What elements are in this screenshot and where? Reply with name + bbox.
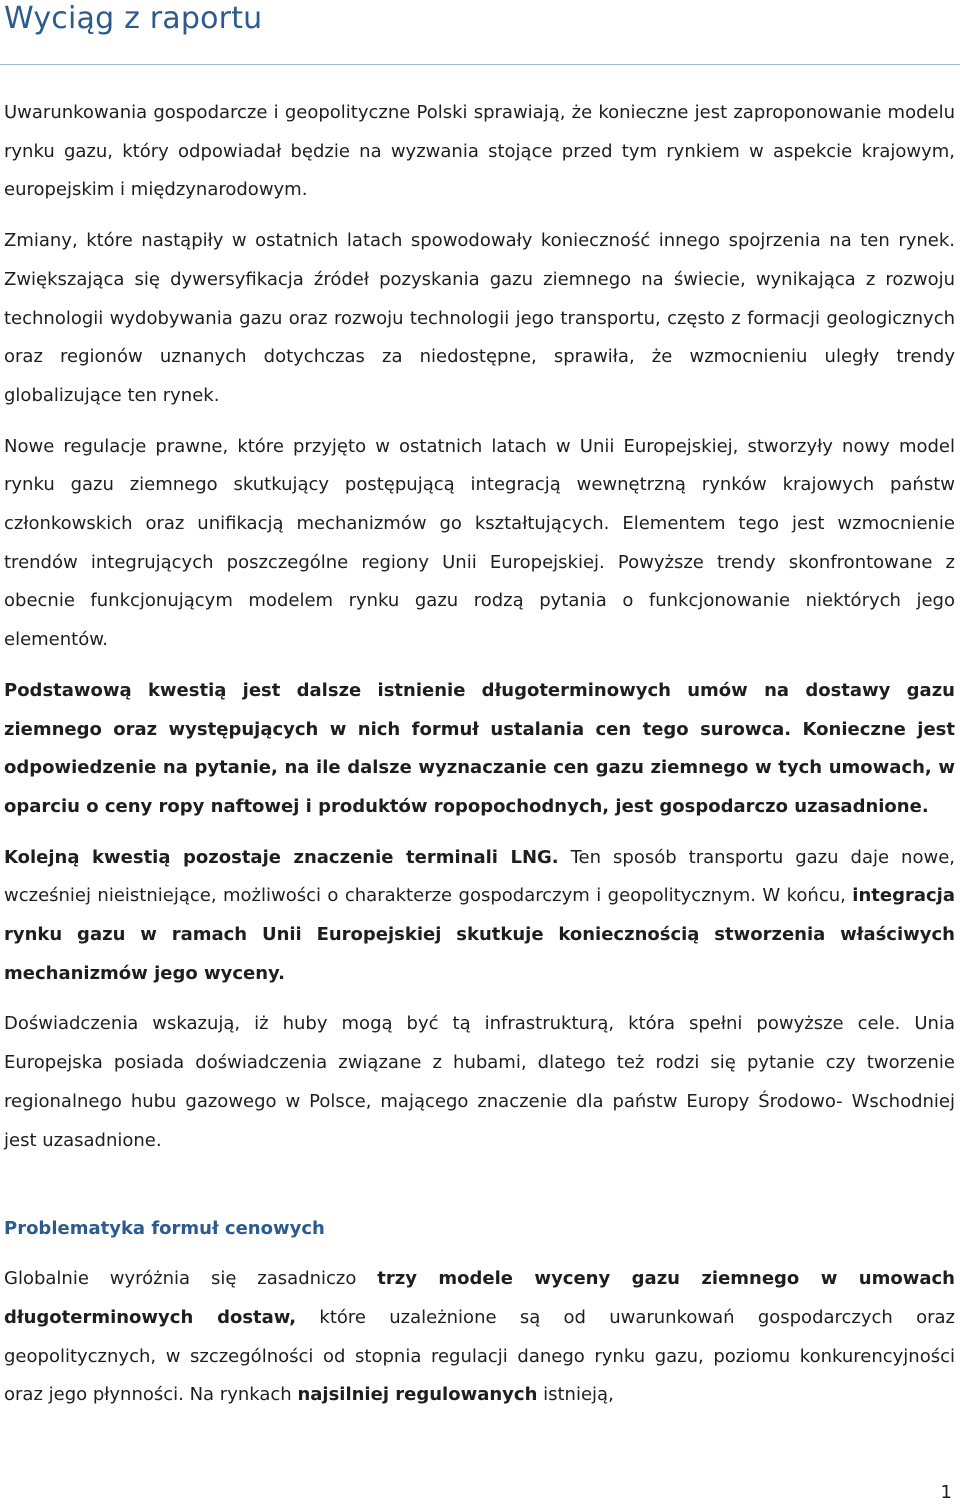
text-segment: Globalnie wyróżnia się zasadniczo	[4, 1268, 378, 1290]
paragraph	[4, 222, 955, 416]
text-segment: Zmiany, które nastąpiły w ostatnich latach spowodowały konieczność innego spojrzenia na ten rynek. Zwiększająca się dywersyfikacja źródeł pozyskania gazu ziemnego na świecie, wynikająca z rozwoju technologii wydobywania gazu oraz rozwoju technologii jego transportu, często z formacji geologicznych oraz regionów uznanych dotychczas za niedostępne, sprawiła, że wzmocnieniu uległy trendy globalizujące ten rynek.	[4, 230, 955, 406]
bold-text-segment: trzy modele wyceny gazu ziemnego w umowach długoterminowych dostaw,	[4, 1268, 955, 1328]
intro-paragraphs	[4, 94, 955, 1160]
bold-text-segment: Podstawową kwestią jest dalsze istnienie długoterminowych umów na dostawy gazu ziemnego oraz występujących w nich formuł ustalania cen tego surowca. Konieczne jest odpowiedzenie na pytanie, na ile dalsze wyznaczanie cen gazu ziemnego w tych umowach, w oparciu o ceny ropy naftowej i produktów ropopochodnych, jest gospodarczo uzasadnione.	[4, 679, 955, 817]
page-number: 1	[940, 1482, 952, 1503]
bold-text-segment: najsilniej regulowanych	[297, 1384, 538, 1406]
text-segment: Doświadczenia wskazują, iż huby mogą być tą infrastrukturą, która spełni powyższe cele. Unia Europejska posiada doświadczenia związane z hubami, dlatego też rodzi się pytanie czy tworzenie regionalnego hubu gazowego w Polsce, mającego znaczenie dla państw Europy Środowo- Wschodniej jest uzasadnione.	[4, 1013, 955, 1151]
paragraph	[4, 1260, 955, 1415]
text-segment: istnieją,	[537, 1384, 614, 1406]
text-segment: Uwarunkowania gospodarcze i geopolityczne Polski sprawiają, że konieczne jest zaproponowanie modelu rynku gazu, który odpowiadał będzie na wyzwania stojące przed tym rynkiem w aspekcie krajowym, europejskim i międzynarodowym.	[4, 102, 955, 201]
document-body	[4, 94, 955, 1427]
document-title: Wyciąg z raportu	[4, 1, 263, 36]
section-paragraphs	[4, 1260, 955, 1415]
paragraph	[4, 428, 955, 660]
paragraph	[4, 1005, 955, 1160]
paragraph	[4, 839, 955, 994]
paragraph	[4, 94, 955, 210]
text-segment: Nowe regulacje prawne, które przyjęto w ostatnich latach w Unii Europejskiej, stworzyły nowy model rynku gazu ziemnego skutkujący postępującą integracją wewnętrzną rynków krajowych państw członkowskich oraz unifikacją mechanizmów go kształtujących. Elementem tego jest wzmocnienie trendów integrujących poszczególne regiony Unii Europejskiej. Powyższe trendy skonfrontowane z obecnie funkcjonującym modelem rynku gazu rodzą pytania o funkcjonowanie niektórych jego elementów.	[4, 435, 955, 651]
text-segment: które uzależnione są od uwarunkowań gospodarczych oraz geopolitycznych, w szczególności od stopnia regulacji danego rynku gazu, poziomu konkurencyjności oraz jego płynności. Na rynkach	[4, 1306, 955, 1406]
paragraph	[4, 672, 955, 827]
bold-text-segment: Kolejną kwestią pozostaje znaczenie terminali LNG.	[4, 846, 559, 868]
title-divider	[0, 64, 960, 65]
section-heading: Problematyka formuł cenowych	[4, 1218, 325, 1240]
bold-text-segment: integracja rynku gazu w ramach Unii Europejskiej skutkuje koniecznością stworzenia właściwych mechanizmów jego wyceny.	[4, 885, 955, 984]
text-segment: Ten sposób transportu gazu daje nowe, wcześniej nieistniejące, możliwości o charakterze gospodarczym i geopolitycznym. W końcu,	[4, 846, 955, 907]
